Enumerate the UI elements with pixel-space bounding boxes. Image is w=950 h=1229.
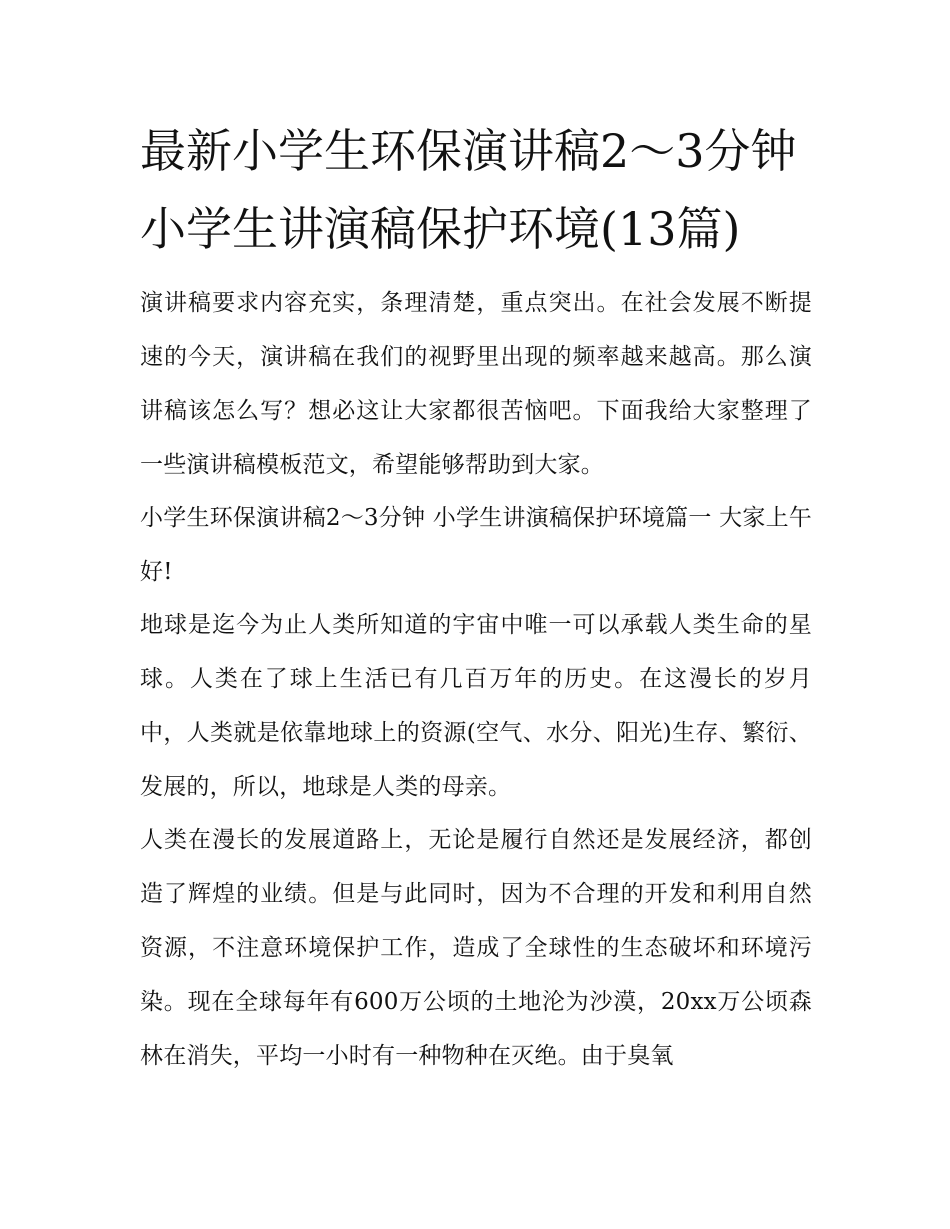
paragraph-intro: 演讲稿要求内容充实，条理清楚，重点突出。在社会发展不断提速的今天，演讲稿在我们的视野里出现的频率越来越高。那么演讲稿该怎么写？想必这让大家都很苦恼吧。下面我给大家整理了一些演讲稿模板范文，希望能够帮助到大家。 — [140, 290, 812, 478]
paragraph-development: 人类在漫长的发展道路上，无论是履行自然还是发展经济，都创造了辉煌的业绩。但是与此同时，因为不合理的开发和利用自然资源，不注意环境保护工作，造成了全球性的生态破坏和环境污染。现在全球每年有600万公顷的土地沦为沙漠，20xx万公顷森林在消失，平均一小时有一种物种在灭绝。由于臭氧 — [140, 827, 812, 1069]
document-page — [140, 112, 812, 1083]
document-title: 最新小学生环保演讲稿2～3分钟 小学生讲演稿保护环境(13篇) — [140, 124, 797, 256]
paragraph-greeting: 小学生环保演讲稿2～3分钟 小学生讲演稿保护环境篇一 大家上午好! — [140, 505, 812, 585]
paragraph-earth: 地球是迄今为止人类所知道的宇宙中唯一可以承载人类生命的星球。人类在了球上生活已有几百万年的历史。在这漫长的岁月中，人类就是依靠地球上的资源(空气、水分、阳光)生存、繁衍、发展的，所以，地球是人类的母亲。 — [140, 612, 812, 800]
